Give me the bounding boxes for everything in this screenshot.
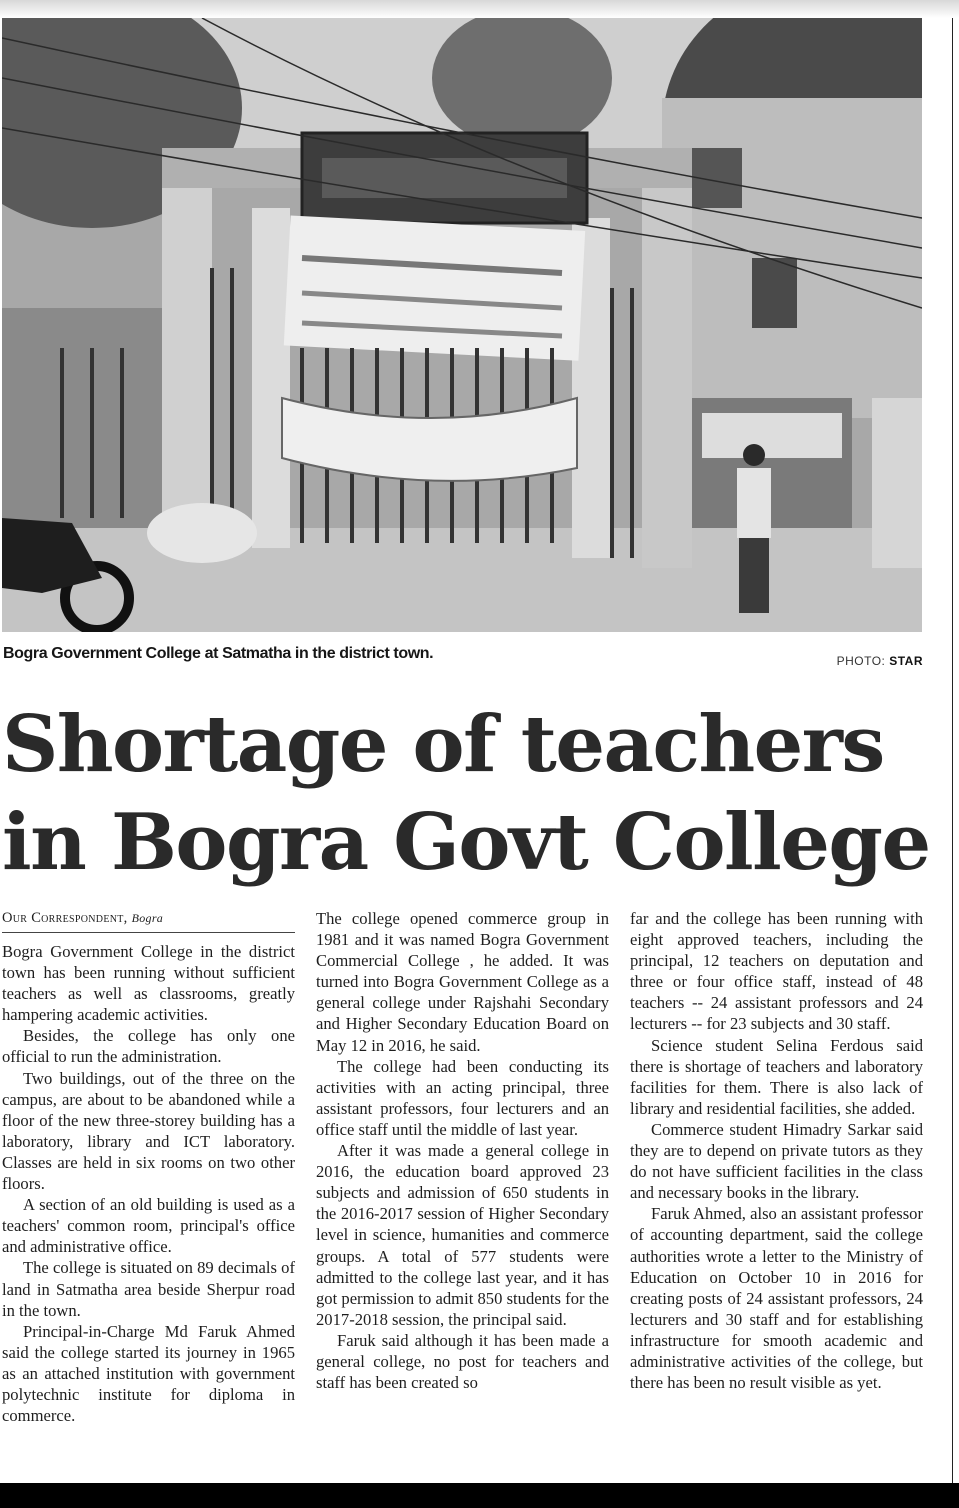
photo-credit-label: PHOTO: bbox=[836, 654, 886, 668]
photo-credit bbox=[837, 654, 923, 668]
article-column-1 bbox=[2, 908, 295, 1426]
college-gate-photo bbox=[2, 18, 922, 632]
column-rule bbox=[952, 18, 953, 1483]
byline bbox=[2, 908, 295, 933]
byline-place: Bogra bbox=[131, 911, 164, 925]
paragraph: The college is situated on 89 decimals of land in Satmatha area beside Sherpur road in the town. bbox=[2, 1258, 295, 1320]
paragraph: A section of an old building is used as a teachers' common room, principal's office and administrative office. bbox=[2, 1195, 295, 1257]
photo-caption: Bogra Government College at Satmatha in the district town. bbox=[3, 645, 434, 662]
page-top-edge bbox=[0, 0, 959, 18]
photo-credit-source: STAR bbox=[889, 654, 923, 668]
paragraph: After it was made a general college in 2016, the education board approved 23 subjects and admission of 650 students in the 2016-2017 session of Higher Secondary level in science, humanities and commerce groups. A total of 577 students were admitted to the college last year, and it has got permission to admit 850 students for the 2017-2018 session, the principal said. bbox=[316, 1141, 609, 1329]
byline-author: Our Correspondent, bbox=[2, 910, 128, 926]
page-bottom-edge bbox=[0, 1483, 959, 1508]
paragraph: far and the college has been running with eight approved teachers, including the principal, 12 teachers on deputation and three or four office staff, instead of 48 teachers -- 24 assistant professors and 24 lecturers -- for 23 subjects and 30 staff. bbox=[630, 909, 923, 1034]
paragraph: Besides, the college has only one official to run the administration. bbox=[2, 1026, 295, 1067]
news-photo bbox=[2, 18, 922, 632]
paragraph: The college opened commerce group in 1981 and it was named Bogra Government Commercial College , he added. It was turned into Bogra Government College as a general college under Rajshahi Secondary and Higher Secondary Education Board on May 12 in 2016, he said. bbox=[316, 909, 609, 1055]
headline: Shortage of teachers in Bogra Govt College bbox=[2, 699, 930, 888]
paragraph: The college had been conducting its activities with an acting principal, three assistant professors, four lecturers and an office staff until the middle of last year. bbox=[316, 1056, 609, 1139]
paragraph: Science student Selina Ferdous said there is shortage of teachers and laboratory facilities for them. There is also lack of library and residential facilities, she added. bbox=[630, 1035, 923, 1118]
paragraph: Faruk said although it has been made a general college, no post for teachers and staff has been created so bbox=[316, 1330, 609, 1393]
article-column-2 bbox=[316, 908, 609, 1393]
paragraph: Two buildings, out of the three on the campus, are about to be abandoned while a floor of the new three-storey building has a laboratory, library and ICT laboratory. Classes are held in six rooms on two other floors. bbox=[2, 1068, 295, 1194]
paragraph: Principal-in-Charge Md Faruk Ahmed said the college started its journey in 1965 as an attached institution with government polytechnic institute for diploma in commerce. bbox=[2, 1321, 295, 1426]
paragraph: Commerce student Himadry Sarkar said they are to depend on private tutors as they do not have sufficient facilities in the class and necessary books in the library. bbox=[630, 1119, 923, 1203]
article-column-3 bbox=[630, 908, 923, 1393]
paragraph: Faruk Ahmed, also an assistant professor of accounting department, said the college authorities wrote a letter to the Ministry of Education on October 10 in 2016 for creating posts of 24 assistant professors, 24 lecturers and 30 staff and for establishing infrastructure for smooth academic and administrative activities of the college, but there has been no result visible as yet. bbox=[630, 1204, 923, 1393]
paragraph: Bogra Government College in the district town has been running without sufficient teachers as well as classrooms, greatly hampering academic activities. bbox=[2, 942, 295, 1025]
